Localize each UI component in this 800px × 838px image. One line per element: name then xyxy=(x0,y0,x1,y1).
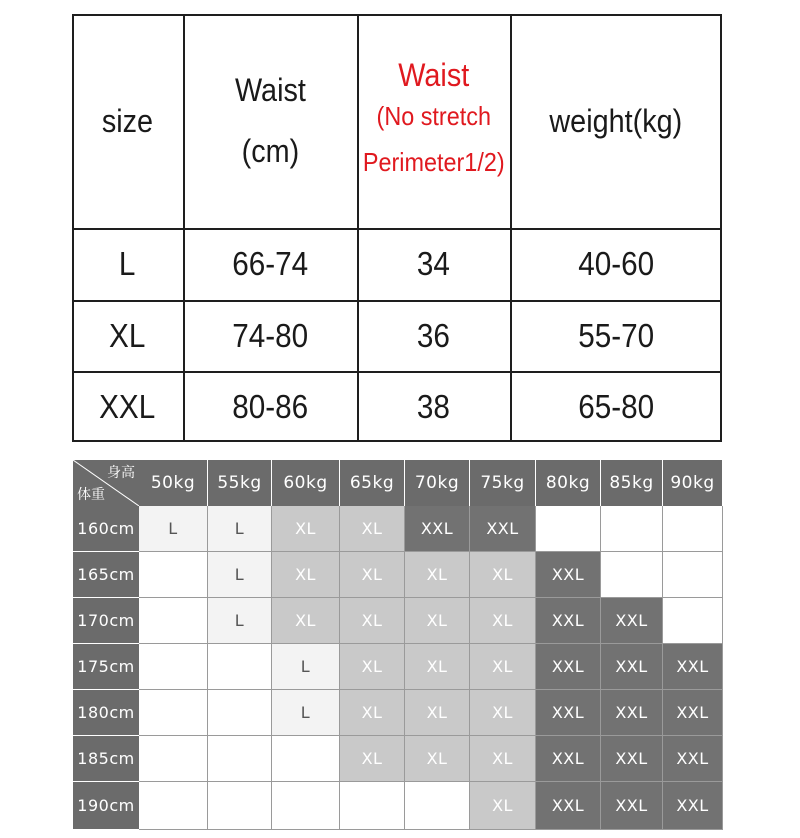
header-flat-waist-text xyxy=(363,57,505,185)
size-recommendation-cell: XXL xyxy=(601,782,663,830)
size-recommendation-table xyxy=(73,460,723,830)
size-recommendation-cell xyxy=(536,506,601,552)
size-recommendation-cell: XXL xyxy=(663,782,723,830)
weight-column-header: 80kg xyxy=(536,460,601,506)
size-recommendation-cell: XXL xyxy=(601,598,663,644)
size-recommendation-cell xyxy=(139,736,208,782)
size-recommendation-cell xyxy=(272,782,340,830)
size-row-size-cell xyxy=(72,300,183,371)
weight-column-header: 65kg xyxy=(340,460,405,506)
header-size xyxy=(72,14,183,228)
size-recommendation-cell: XL xyxy=(405,736,470,782)
weight-column-header: 70kg xyxy=(405,460,470,506)
size-recommendation-cell: XL xyxy=(405,598,470,644)
size-recommendation-cell: XL xyxy=(470,690,536,736)
size-recommendation-cell: XL xyxy=(470,598,536,644)
height-row-header: 160cm xyxy=(73,506,139,552)
size-recommendation-cell: XL xyxy=(340,644,405,690)
size-row-flat-value: 36 xyxy=(416,316,451,354)
size-row-flat-cell xyxy=(357,228,510,300)
size-recommendation-cell: XXL xyxy=(536,552,601,598)
size-recommendation-cell: L xyxy=(208,552,272,598)
size-recommendation-cell xyxy=(208,644,272,690)
size-row-size-cell xyxy=(72,371,183,442)
height-row-header: 175cm xyxy=(73,644,139,690)
size-measurement-table xyxy=(72,14,722,442)
size-row-waist-cell xyxy=(183,300,357,371)
table-vertical-line xyxy=(72,14,74,442)
size-recommendation-cell xyxy=(601,552,663,598)
table-horizontal-line xyxy=(72,14,722,16)
size-recommendation-cell xyxy=(139,552,208,598)
size-recommendation-cell: XXL xyxy=(601,644,663,690)
size-recommendation-cell xyxy=(272,736,340,782)
size-recommendation-cell: L xyxy=(208,506,272,552)
size-recommendation-cell: L xyxy=(208,598,272,644)
header-waist xyxy=(183,14,357,228)
weight-column-header: 55kg xyxy=(208,460,272,506)
size-recommendation-cell xyxy=(663,506,723,552)
size-row-weight-value: 40-60 xyxy=(578,245,654,282)
size-recommendation-cell: XL xyxy=(272,598,340,644)
size-recommendation-cell: L xyxy=(139,506,208,552)
size-recommendation-cell xyxy=(663,598,723,644)
size-recommendation-cell: XXL xyxy=(536,598,601,644)
weight-column-header: 90kg xyxy=(663,460,723,506)
size-recommendation-cell: XL xyxy=(340,552,405,598)
size-recommendation-cell: XL xyxy=(340,506,405,552)
size-row-weight-cell xyxy=(510,371,722,442)
size-recommendation-cell xyxy=(405,782,470,830)
size-recommendation-cell: L xyxy=(272,690,340,736)
header-waist-text xyxy=(235,60,306,182)
size-recommendation-cell: XL xyxy=(340,690,405,736)
size-recommendation-cell: XL xyxy=(405,690,470,736)
size-recommendation-cell: XXL xyxy=(663,690,723,736)
size-recommendation-cell: XL xyxy=(470,552,536,598)
size-recommendation-cell: XXL xyxy=(470,506,536,552)
header-flat-waist-line2: (No stretch xyxy=(376,101,491,131)
size-recommendation-cell: XL xyxy=(340,598,405,644)
size-recommendation-cell: L xyxy=(272,644,340,690)
size-recommendation-cell: XXL xyxy=(536,690,601,736)
weight-column-header: 75kg xyxy=(470,460,536,506)
size-recommendation-cell: XXL xyxy=(601,690,663,736)
height-row-header: 180cm xyxy=(73,690,139,736)
size-row-waist-cell xyxy=(183,371,357,442)
header-waist-line2: (cm) xyxy=(241,133,299,169)
weight-column-header: 60kg xyxy=(272,460,340,506)
size-row-flat-value: 34 xyxy=(416,245,451,282)
size-recommendation-cell: XXL xyxy=(601,736,663,782)
size-recommendation-cell: XL xyxy=(470,644,536,690)
size-recommendation-cell xyxy=(139,690,208,736)
size-recommendation-cell: XXL xyxy=(663,644,723,690)
size-recommendation-cell xyxy=(208,736,272,782)
height-row-header: 165cm xyxy=(73,552,139,598)
size-recommendation-cell: XXL xyxy=(405,506,470,552)
size-recommendation-cell: XL xyxy=(470,736,536,782)
size-row-waist-cell xyxy=(183,228,357,300)
corner-header xyxy=(73,460,139,506)
height-row-header: 190cm xyxy=(73,782,139,830)
header-flat-waist xyxy=(357,14,510,228)
height-row-header: 170cm xyxy=(73,598,139,644)
table-horizontal-line xyxy=(72,371,722,373)
size-recommendation-cell: XL xyxy=(405,644,470,690)
size-recommendation-cell: XXL xyxy=(536,736,601,782)
size-row-waist-value: 80-86 xyxy=(232,387,308,425)
size-row-flat-cell xyxy=(357,371,510,442)
size-row-weight-cell xyxy=(510,300,722,371)
size-recommendation-cell: XXL xyxy=(663,736,723,782)
size-row-size-value: L xyxy=(119,245,136,282)
size-row-weight-value: 65-80 xyxy=(578,387,654,425)
corner-weight-label: 体重 xyxy=(77,486,105,502)
size-recommendation-cell xyxy=(139,598,208,644)
table-horizontal-line xyxy=(72,228,722,230)
size-row-flat-value: 38 xyxy=(416,387,451,425)
size-recommendation-cell xyxy=(340,782,405,830)
size-recommendation-cell: XL xyxy=(405,552,470,598)
size-row-waist-value: 66-74 xyxy=(232,245,308,282)
size-recommendation-cell: XL xyxy=(272,552,340,598)
header-weight-label: weight(kg) xyxy=(549,102,683,139)
size-row-weight-value: 55-70 xyxy=(578,316,654,354)
table-vertical-line xyxy=(183,14,185,442)
table-vertical-line xyxy=(720,14,722,442)
size-recommendation-cell xyxy=(208,782,272,830)
corner-height-label: 身高 xyxy=(107,464,135,480)
header-size-label: size xyxy=(101,102,154,139)
header-weight xyxy=(510,14,722,228)
size-row-waist-value: 74-80 xyxy=(232,316,308,354)
header-flat-waist-line3: Perimeter1/2) xyxy=(362,146,505,177)
size-row-size-value: XXL xyxy=(99,387,156,425)
size-recommendation-cell: XL xyxy=(340,736,405,782)
table-horizontal-line xyxy=(72,440,722,442)
size-recommendation-cell: XXL xyxy=(536,782,601,830)
size-row-size-cell xyxy=(72,228,183,300)
size-recommendation-cell: XXL xyxy=(536,644,601,690)
size-recommendation-cell xyxy=(139,782,208,830)
table-vertical-line xyxy=(357,14,359,442)
size-recommendation-cell xyxy=(663,552,723,598)
size-recommendation-cell: XL xyxy=(272,506,340,552)
weight-column-header: 85kg xyxy=(601,460,663,506)
weight-column-header: 50kg xyxy=(139,460,208,506)
size-recommendation-cell xyxy=(139,644,208,690)
size-recommendation-cell xyxy=(208,690,272,736)
size-row-flat-cell xyxy=(357,300,510,371)
table-vertical-line xyxy=(510,14,512,442)
size-recommendation-cell xyxy=(601,506,663,552)
size-recommendation-cell: XL xyxy=(470,782,536,830)
size-row-size-value: XL xyxy=(109,316,146,354)
size-row-weight-cell xyxy=(510,228,722,300)
header-flat-waist-line1: Waist xyxy=(398,57,469,93)
height-row-header: 185cm xyxy=(73,736,139,782)
header-waist-line1: Waist xyxy=(234,72,306,109)
table-horizontal-line xyxy=(72,300,722,302)
